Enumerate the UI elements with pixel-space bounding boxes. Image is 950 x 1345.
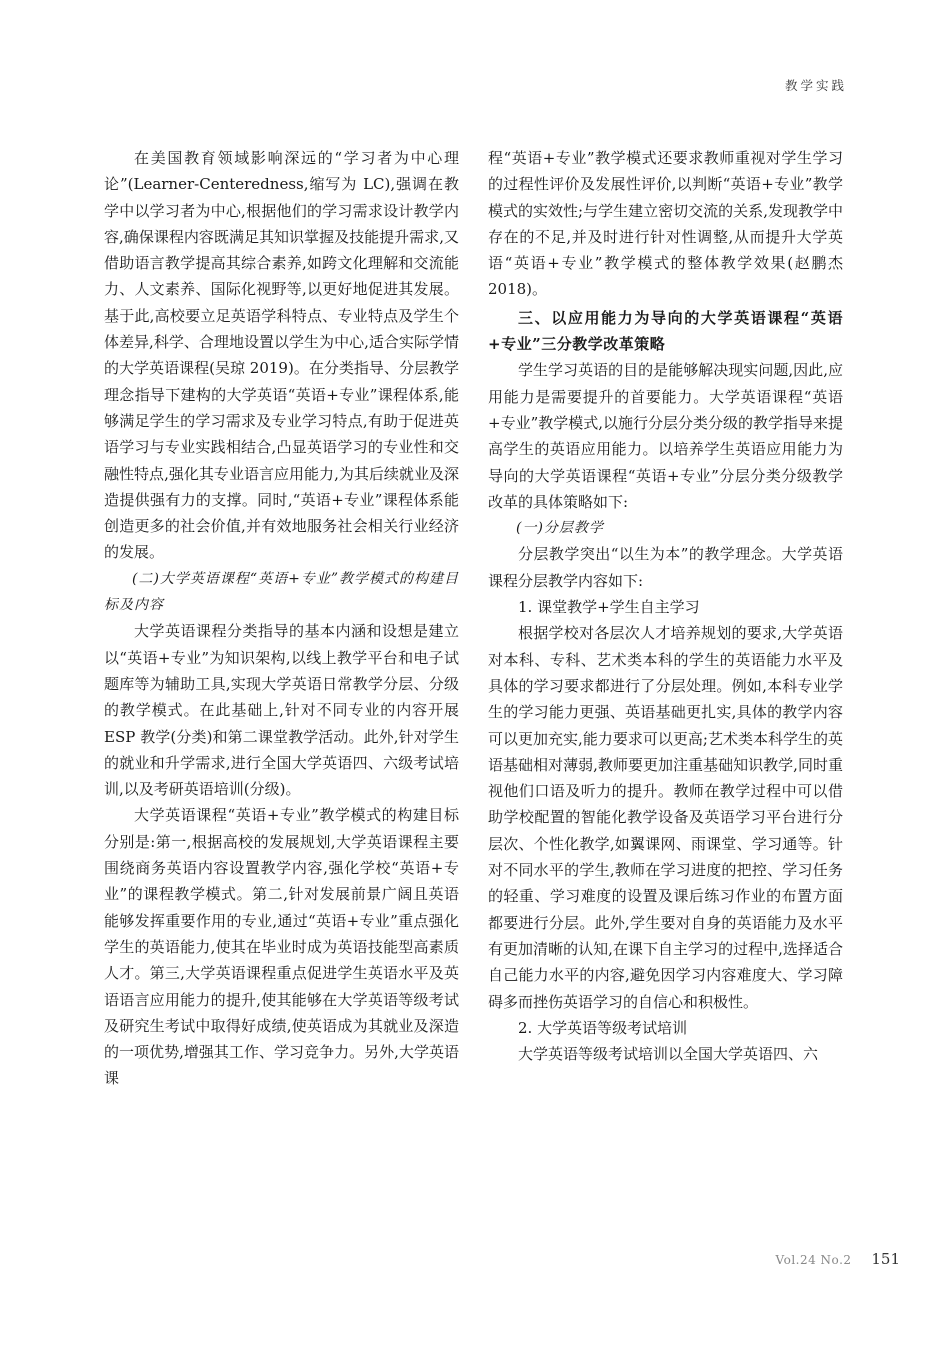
section-heading: 三、以应用能力为导向的大学英语课程“英语+专业”三分教学改革策略 bbox=[488, 308, 843, 354]
body-paragraph: 分层教学突出“以生为本”的教学理念。大学英语课程分层教学内容如下: bbox=[488, 545, 843, 590]
page-footer bbox=[776, 1250, 900, 1268]
body-paragraph: 程“英语+专业”教学模式还要求教师重视对学生学习的过程性评价及发展性评价,以判断“英语+专业”教学模式的实效性;与学生建立密切交流的关系,发现教学中存在的不足,并及时进行针对性调整,从而提升大学英语“英语+专业”教学模式的整体教学效果(赵鹏杰 2018)。 bbox=[488, 149, 843, 299]
body-paragraph: 大学英语课程“英语+专业”教学模式的构建目标分别是:第一,根据高校的发展规划,大学英语课程主要围绕商务英语内容设置教学内容,强化学校“英语+专业”的课程教学模式。第二,针对发展前景广阔且英语能够发挥重要作用的专业,通过“英语+专业”重点强化学生的英语能力,使其在毕业时成为英语技能型高素质人才。第三,大学英语课程重点促进学生英语水平及英语语言应用能力的提升,使其能够在大学英语等级考试及研究生考试中取得好成绩,使英语成为其就业及深造的一项优势,增强其工作、学习竞争力。另外,大学英语课 bbox=[104, 806, 459, 1088]
body-paragraph: 在美国教育领域影响深远的“学习者为中心理论”(Learner-Centeredness,缩写为 LC),强调在教学中以学习者为中心,根据他们的学习需求设计教学内容,确保课程内容既满足其知识掌握及技能提升需求,又借助语言教学提高其综合素养,如跨文化理解和交流能力、人文素养、国际化视野等,以更好地促进其发展。基于此,高校要立足英语学科特点、专业特点及学生个体差异,科学、合理地设置以学生为中心,适合实际学情的大学英语课程(吴琼 2019)。在分类指导、分层教学理念指导下建构的大学英语“英语+专业”课程体系,能够满足学生的学习需求及专业学习特点,有助于促进英语学习与专业实践相结合,凸显英语学习的专业性和交融性特点,强化其专业语言应用能力,为其后续就业及深造提供强有力的支撑。同时,“英语+专业”课程体系能创造更多的社会价值,并有效地服务社会相关行业经济的发展。 bbox=[104, 149, 459, 562]
body-paragraph: 大学英语等级考试培训以全国大学英语四、六 bbox=[518, 1045, 819, 1064]
subsection-heading: (一)分层教学 bbox=[516, 520, 604, 537]
running-header: 教学实践 bbox=[784, 78, 847, 93]
subsection-heading: (二)大学英语课程“英语+专业”教学模式的构建目标及内容 bbox=[104, 570, 459, 614]
body-paragraph: 学生学习英语的目的是能够解决现实问题,因此,应用能力是需要提升的首要能力。大学英语课程“英语+专业”教学模式,以施行分层分类分级的教学指导来提高学生的英语应用能力。以培养学生英语应用能力为导向的大学英语课程“英语+专业”分层分类分级教学改革的具体策略如下: bbox=[488, 361, 844, 511]
numbered-heading: 2. 大学英语等级考试培训 bbox=[518, 1018, 688, 1037]
numbered-heading: 1. 课堂教学+学生自主学习 bbox=[518, 598, 700, 617]
page-number: 151 bbox=[871, 1250, 900, 1268]
volume-label: Vol.24 No.2 bbox=[775, 1253, 852, 1267]
body-paragraph: 大学英语课程分类指导的基本内涵和设想是建立以“英语+专业”为知识架构,以线上教学平台和电子试题库等为辅助工具,实现大学英语日常教学分层、分级的教学模式。在此基础上,针对不同专业的内容开展 ESP 教学(分类)和第二课堂教学活动。此外,针对学生的就业和升学需求,进行全国大学英语四、六级考试培训,以及考研英语培训(分级)。 bbox=[104, 622, 459, 799]
body-paragraph: 根据学校对各层次人才培养规划的要求,大学英语对本科、专科、艺术类本科的学生的英语能力水平及具体的学习要求都进行了分层处理。例如,本科专业学生的学习能力更强、英语基础更扎实,具体的教学内容可以更加充实,能力要求可以更高;艺术类本科学生的英语基础相对薄弱,教师要更加注重基础知识教学,同时重视他们口语及听力的提升。教师在教学过程中可以借助学校配置的智能化教学设备及英语学习平台进行分层次、个性化教学,如翼课网、雨课堂、学习通等。针对不同水平的学生,教师在学习进度的把控、学习任务的轻重、学习难度的设置及课后练习作业的布置方面都要进行分层。此外,学生要对自身的英语能力及水平有更加清晰的认知,在课下自主学习的过程中,选择适合自己能力水平的内容,避免因学习内容难度大、学习障碍多而挫伤英语学习的自信心和积极性。 bbox=[488, 624, 843, 1011]
left-column bbox=[104, 145, 459, 1092]
right-column bbox=[488, 145, 843, 1067]
